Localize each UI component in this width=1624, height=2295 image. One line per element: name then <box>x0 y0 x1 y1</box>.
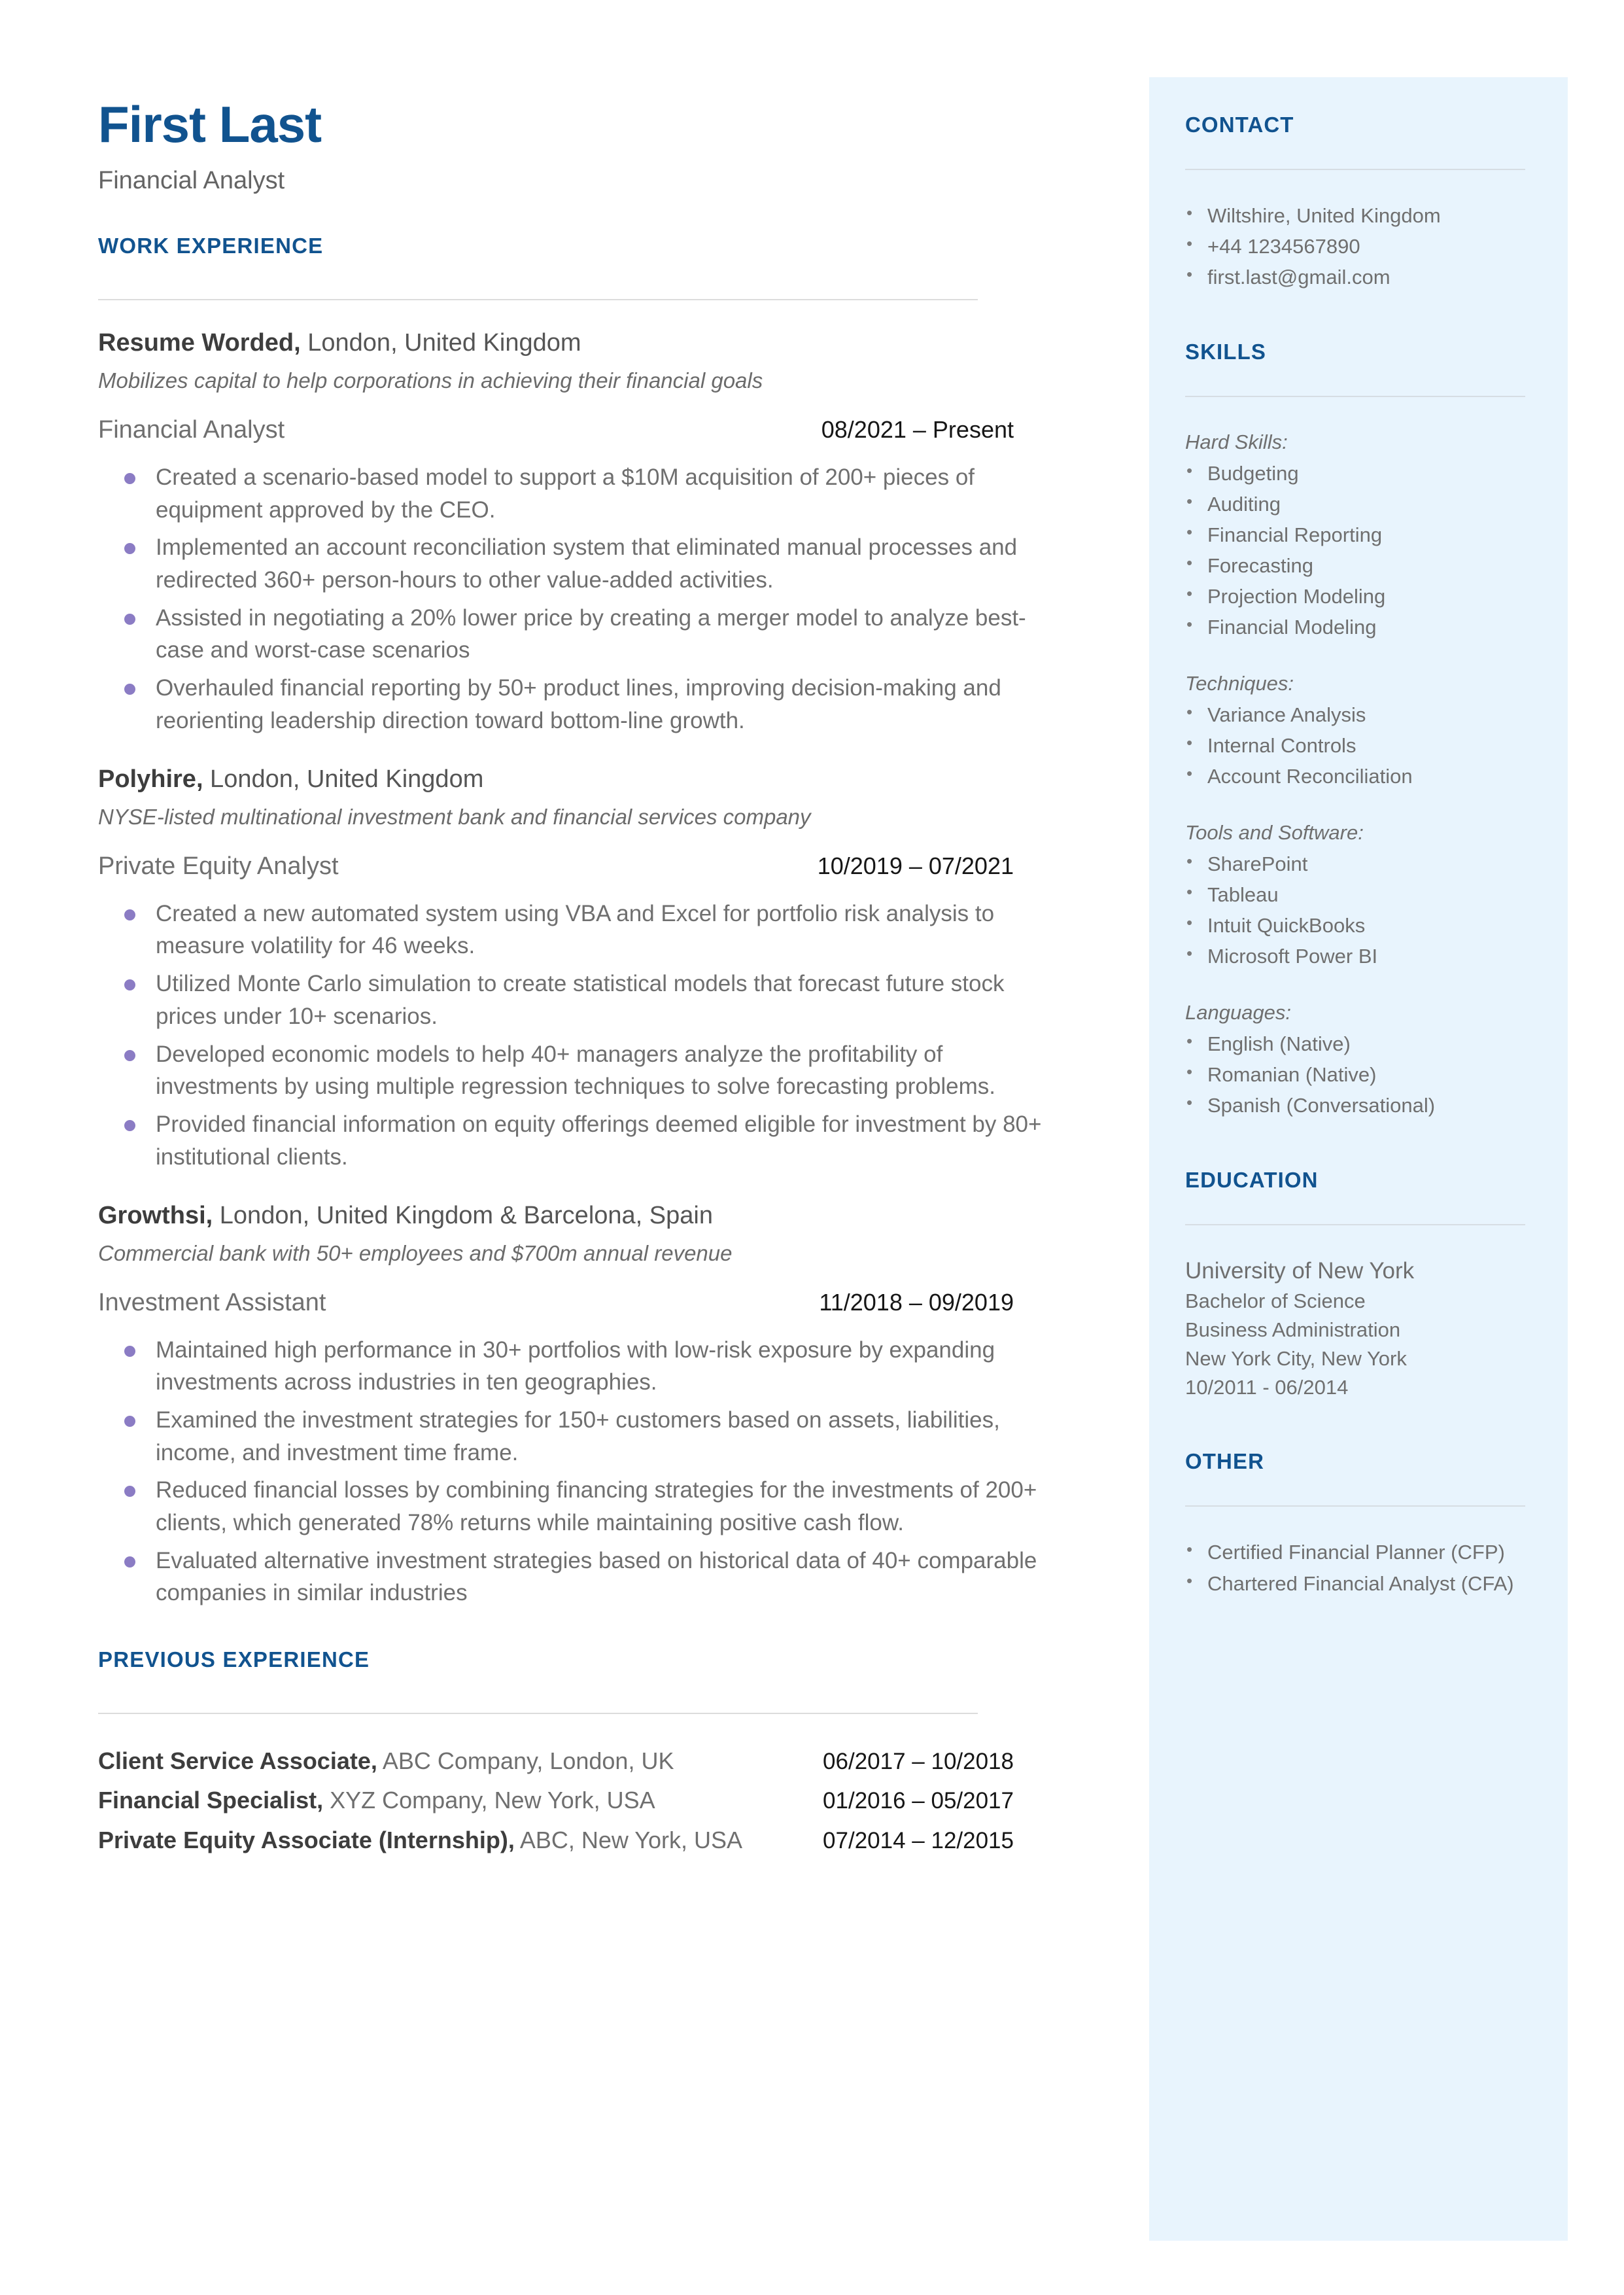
skills-group <box>1185 669 1532 792</box>
previous-experience-detail: ABC Company, London, UK <box>377 1747 674 1775</box>
skills-item: • Tableau <box>1185 879 1532 910</box>
experience-bullet: Overhauled financial reporting by 50+ product lines, improving decision-making and reorienting leadership direction toward bottom-line growth. <box>98 672 1066 737</box>
experience-entry <box>98 328 1118 737</box>
skills-item: • Financial Reporting <box>1185 519 1532 550</box>
previous-experience-role: Financial Specialist, <box>98 1787 324 1814</box>
experience-list <box>98 328 1118 1609</box>
experience-company-name: Polyhire, <box>98 765 203 794</box>
previous-experience-role: Client Service Associate, <box>98 1747 377 1775</box>
other-item: • Certified Financial Planner (CFP) <box>1185 1537 1532 1568</box>
experience-company-name: Resume Worded, <box>98 329 301 357</box>
other-item: • Chartered Financial Analyst (CFA) <box>1185 1568 1532 1599</box>
previous-experience-list <box>98 1744 1118 1857</box>
education-dates: 10/2011 - 06/2014 <box>1185 1376 1349 1399</box>
contact-item: • Wiltshire, United Kingdom <box>1185 200 1532 231</box>
experience-bullet: Created a scenario-based model to support a $10M acquisition of 200+ pieces of equipment approved by the CEO. <box>98 461 1066 526</box>
previous-experience-label <box>98 1744 674 1778</box>
contact-divider <box>1185 169 1525 170</box>
experience-date-range: 08/2021 – Present <box>821 415 1014 443</box>
skills-group <box>1185 998 1532 1121</box>
other-heading: OTHER <box>1185 1449 1264 1474</box>
previous-experience-label <box>98 1823 742 1857</box>
experience-bullet-list <box>98 1334 1118 1610</box>
experience-title-row <box>98 1289 1014 1317</box>
previous-experience-divider <box>98 1713 978 1714</box>
skills-group-label: Hard Skills: <box>1185 430 1288 454</box>
experience-bullet: Reduced financial losses by combining financing strategies for the investments of 200+ clients, which generated 78% returns while maintaining positive cash flow. <box>98 1474 1066 1539</box>
skills-group-list <box>1185 458 1532 643</box>
candidate-title: Financial Analyst <box>98 166 285 194</box>
experience-entry <box>98 764 1118 1173</box>
skills-item: • Microsoft Power BI <box>1185 941 1532 972</box>
education-major: Business Administration <box>1185 1318 1401 1342</box>
experience-bullet-list <box>98 461 1118 737</box>
education-school: University of New York <box>1185 1258 1415 1284</box>
skills-item: • Projection Modeling <box>1185 581 1532 612</box>
previous-experience-dates: 01/2016 – 05/2017 <box>823 1788 1014 1814</box>
experience-company-line <box>98 1200 1118 1232</box>
skills-item: • Spanish (Conversational) <box>1185 1090 1532 1121</box>
work-experience-divider <box>98 299 978 300</box>
skills-item: • Financial Modeling <box>1185 612 1532 642</box>
experience-bullet: Evaluated alternative investment strategies based on historical data of 40+ comparable companies in similar industries <box>98 1545 1066 1609</box>
previous-experience-detail: XYZ Company, New York, USA <box>323 1787 655 1814</box>
skills-divider <box>1185 396 1525 397</box>
skills-item: • Internal Controls <box>1185 730 1532 761</box>
previous-experience-heading: PREVIOUS EXPERIENCE <box>98 1647 370 1672</box>
work-experience-heading: WORK EXPERIENCE <box>98 234 324 258</box>
previous-experience-dates: 07/2014 – 12/2015 <box>823 1827 1014 1853</box>
education-entry <box>1185 1255 1532 1402</box>
experience-bullet: Maintained high performance in 30+ portfolios with low-risk exposure by expanding investments across industries in ten geographies. <box>98 1334 1066 1399</box>
skills-item: • Variance Analysis <box>1185 699 1532 730</box>
skills-groups <box>1185 427 1532 1121</box>
skills-group-label: Techniques: <box>1185 672 1294 695</box>
experience-company-location: London, United Kingdom <box>203 765 484 794</box>
previous-experience-row <box>98 1823 1014 1857</box>
skills-heading: SKILLS <box>1185 340 1266 364</box>
previous-experience-row <box>98 1783 1014 1817</box>
sidebar-column <box>1185 113 1532 1599</box>
skills-group <box>1185 427 1532 642</box>
previous-experience-detail: ABC, New York, USA <box>514 1826 742 1853</box>
skills-item: • Intuit QuickBooks <box>1185 910 1532 941</box>
experience-job-title: Financial Analyst <box>98 415 285 444</box>
contact-list <box>1185 200 1532 292</box>
experience-company-description: Mobilizes capital to help corporations in achieving their financial goals <box>98 368 763 393</box>
previous-experience-row <box>98 1744 1014 1778</box>
skills-item: • Budgeting <box>1185 458 1532 489</box>
experience-bullet: Implemented an account reconciliation system that eliminated manual processes and redirected 360+ person-hours to other value-added activities. <box>98 531 1066 596</box>
experience-company-description: Commercial bank with 50+ employees and $700m annual revenue <box>98 1240 733 1265</box>
experience-title-row <box>98 416 1014 444</box>
experience-bullet: Provided financial information on equity offerings deemed eligible for investment by 80+ institutional clients. <box>98 1108 1066 1173</box>
contact-section <box>1185 113 1532 292</box>
education-heading: EDUCATION <box>1185 1168 1319 1193</box>
experience-company-name: Growthsi, <box>98 1202 213 1230</box>
other-divider <box>1185 1505 1525 1507</box>
skills-item: • Romanian (Native) <box>1185 1059 1532 1090</box>
skills-group-label: Languages: <box>1185 1001 1292 1025</box>
experience-entry <box>98 1200 1118 1609</box>
other-list <box>1185 1537 1532 1598</box>
previous-experience-label <box>98 1783 655 1817</box>
experience-company-description: NYSE-listed multinational investment bank and financial services company <box>98 804 811 829</box>
skills-item: • Forecasting <box>1185 550 1532 581</box>
previous-experience-role: Private Equity Associate (Internship), <box>98 1826 515 1853</box>
education-degree: Bachelor of Science <box>1185 1289 1366 1313</box>
skills-item: • Auditing <box>1185 489 1532 519</box>
experience-job-title: Private Equity Analyst <box>98 852 339 880</box>
experience-bullet: Assisted in negotiating a 20% lower price by creating a merger model to analyze best-case and worst-case scenarios <box>98 602 1066 667</box>
skills-group <box>1185 818 1532 972</box>
other-section <box>1185 1449 1532 1598</box>
skills-item: • English (Native) <box>1185 1028 1532 1059</box>
main-column <box>98 98 1118 1863</box>
experience-bullet-list <box>98 898 1118 1174</box>
contact-item: • +44 1234567890 <box>1185 231 1532 262</box>
skills-group-label: Tools and Software: <box>1185 821 1364 845</box>
experience-date-range: 10/2019 – 07/2021 <box>817 852 1014 879</box>
candidate-name: First Last <box>98 96 322 153</box>
experience-bullet: Utilized Monte Carlo simulation to create statistical models that forecast future stock prices under 10+ scenarios. <box>98 968 1066 1032</box>
contact-item: • first.last@gmail.com <box>1185 262 1532 292</box>
previous-experience-dates: 06/2017 – 10/2018 <box>823 1749 1014 1775</box>
experience-company-location: London, United Kingdom <box>300 329 581 357</box>
skills-section <box>1185 340 1532 1121</box>
experience-date-range: 11/2018 – 09/2019 <box>819 1288 1014 1316</box>
skills-item: • Account Reconciliation <box>1185 761 1532 792</box>
education-section <box>1185 1168 1532 1402</box>
experience-title-row <box>98 852 1014 881</box>
skills-item: • SharePoint <box>1185 849 1532 879</box>
experience-bullet: Developed economic models to help 40+ managers analyze the profitability of investments by using multiple regression techniques to solve forecasting problems. <box>98 1038 1066 1103</box>
experience-job-title: Investment Assistant <box>98 1288 326 1316</box>
experience-bullet: Created a new automated system using VBA and Excel for portfolio risk analysis to measure volatility for 46 weeks. <box>98 898 1066 962</box>
experience-company-line <box>98 764 1118 796</box>
education-location: New York City, New York <box>1185 1347 1407 1371</box>
skills-group-list <box>1185 849 1532 972</box>
experience-bullet: Examined the investment strategies for 150+ customers based on assets, liabilities, income, and investment time frame. <box>98 1404 1066 1469</box>
education-divider <box>1185 1224 1525 1225</box>
skills-group-list <box>1185 1028 1532 1121</box>
experience-company-location: London, United Kingdom & Barcelona, Spain <box>213 1202 713 1230</box>
experience-company-line <box>98 328 1118 359</box>
skills-group-list <box>1185 699 1532 792</box>
contact-heading: CONTACT <box>1185 113 1294 137</box>
